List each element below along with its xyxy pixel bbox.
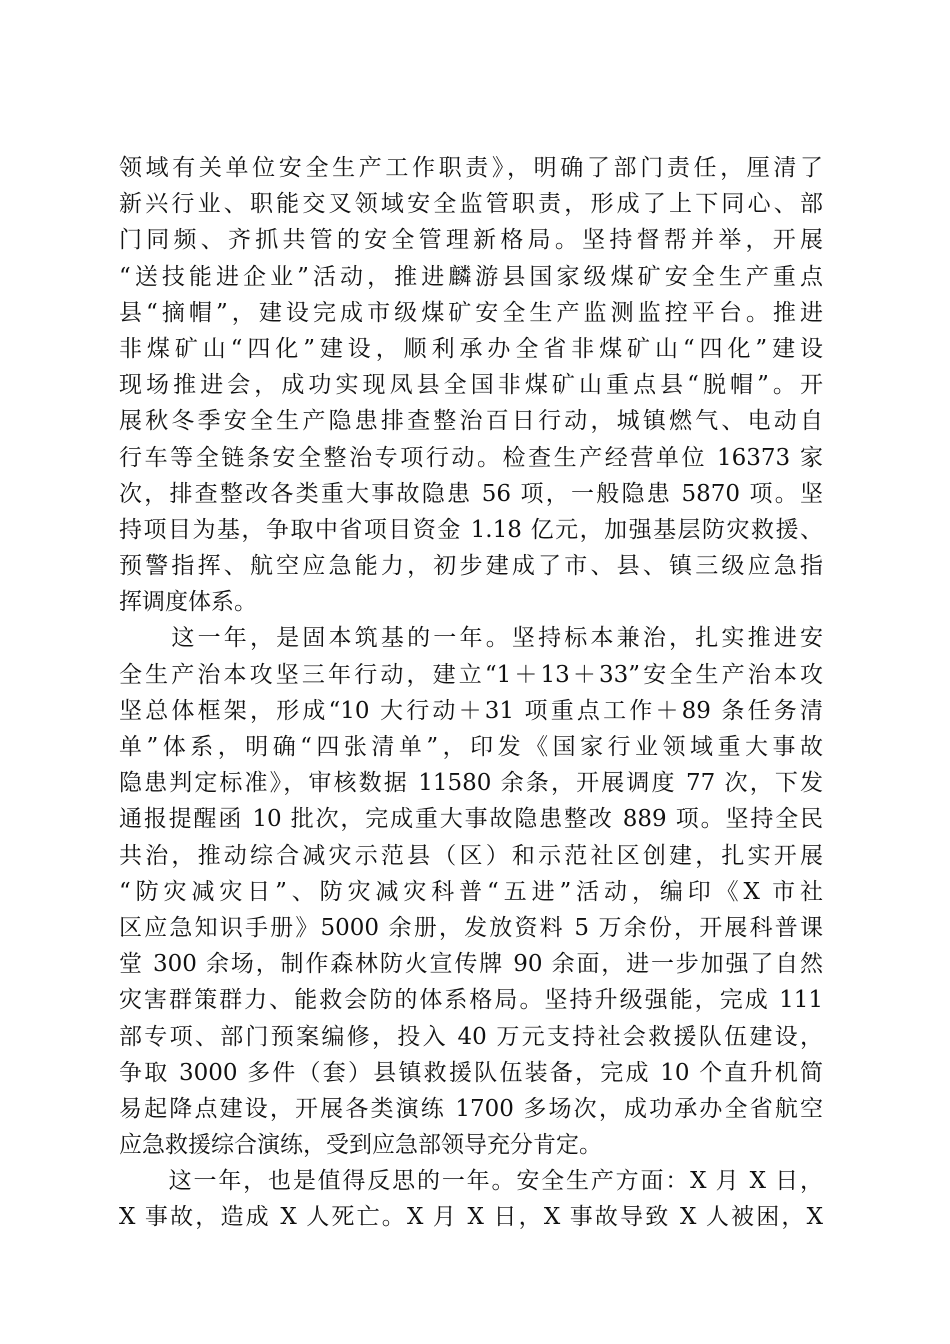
text-line: 现场推进会，成功实现凤县全国非煤矿山重点县“脱帽”。开 <box>119 372 823 399</box>
text-line: 隐患判定标准》，审核数据 11580 余条，开展调度 77 次，下发 <box>119 770 823 797</box>
text-line: 非煤矿山“四化”建设，顺利承办全省非煤矿山“四化”建设 <box>119 335 823 362</box>
text-line: 应急救援综合演练，受到应急部领导充分肯定。 <box>119 1132 602 1159</box>
text-line: 坚总体框架，形成“10 大行动＋31 项重点工作＋89 条任务清 <box>119 697 823 724</box>
text-line: 部专项、部门预案编修，投入 40 万元支持社会救援队伍建设， <box>119 1023 823 1050</box>
text-line: 次，排查整改各类重大事故隐患 56 项，一般隐患 5870 项。坚 <box>119 480 823 507</box>
text-line: 持项目为基，争取中省项目资金 1.18 亿元，加强基层防灾救援、 <box>119 516 823 543</box>
text-line: 共治，推动综合减灾示范县（区）和示范社区创建，扎实开展 <box>119 842 823 869</box>
text-line: 灾害群策群力、能救会防的体系格局。坚持升级强能，完成 111 <box>119 987 823 1014</box>
text-line: 区应急知识手册》5000 余册，发放资料 5 万余份，开展科普课 <box>119 914 823 941</box>
text-line: 这一年，也是值得反思的一年。安全生产方面：X 月 X 日， <box>119 1168 823 1195</box>
text-line: X 事故，造成 X 人死亡。X 月 X 日，X 事故导致 X 人被困，X <box>119 1204 823 1231</box>
text-line: 通报提醒函 10 批次，完成重大事故隐患整改 889 项。坚持全民 <box>119 806 823 833</box>
text-line: 新兴行业、职能交叉领域安全监管职责，形成了上下同心、部 <box>119 191 823 218</box>
text-line: 挥调度体系。 <box>119 589 257 616</box>
text-line: 行车等全链条安全整治专项行动。检查生产经营单位 16373 家 <box>119 444 823 471</box>
text-line: 堂 300 余场，制作森林防火宣传牌 90 余面，进一步加强了自然 <box>119 951 823 978</box>
text-line: 门同频、齐抓共管的安全管理新格局。坚持督帮并举，开展 <box>119 227 823 254</box>
text-line: 全生产治本攻坚三年行动，建立“1＋13＋33”安全生产治本攻 <box>119 661 823 688</box>
text-line: 县“摘帽”，建设完成市级煤矿安全生产监测监控平台。推进 <box>119 299 823 326</box>
body-text <box>119 150 823 1236</box>
text-line: 预警指挥、航空应急能力，初步建成了市、县、镇三级应急指 <box>119 553 823 580</box>
text-line: 争取 3000 多件（套）县镇救援队伍装备，完成 10 个直升机简 <box>119 1059 823 1086</box>
text-line: 展秋冬季安全生产隐患排查整治百日行动，城镇燃气、电动自 <box>119 408 823 435</box>
text-line: 领域有关单位安全生产工作职责》，明确了部门责任，厘清了 <box>119 155 823 181</box>
text-line: 易起降点建设，开展各类演练 1700 多场次，成功承办全省航空 <box>119 1095 823 1122</box>
text-line: 这一年，是固本筑基的一年。坚持标本兼治，扎实推进安 <box>119 625 823 652</box>
text-line: “送技能进企业”活动，推进麟游县国家级煤矿安全生产重点 <box>119 263 823 290</box>
text-line: “防灾减灾日”、防灾减灾科普“五进”活动，编印《X 市社 <box>119 878 823 905</box>
text-line: 单”体系，明确“四张清单”，印发《国家行业领域重大事故 <box>119 734 823 760</box>
